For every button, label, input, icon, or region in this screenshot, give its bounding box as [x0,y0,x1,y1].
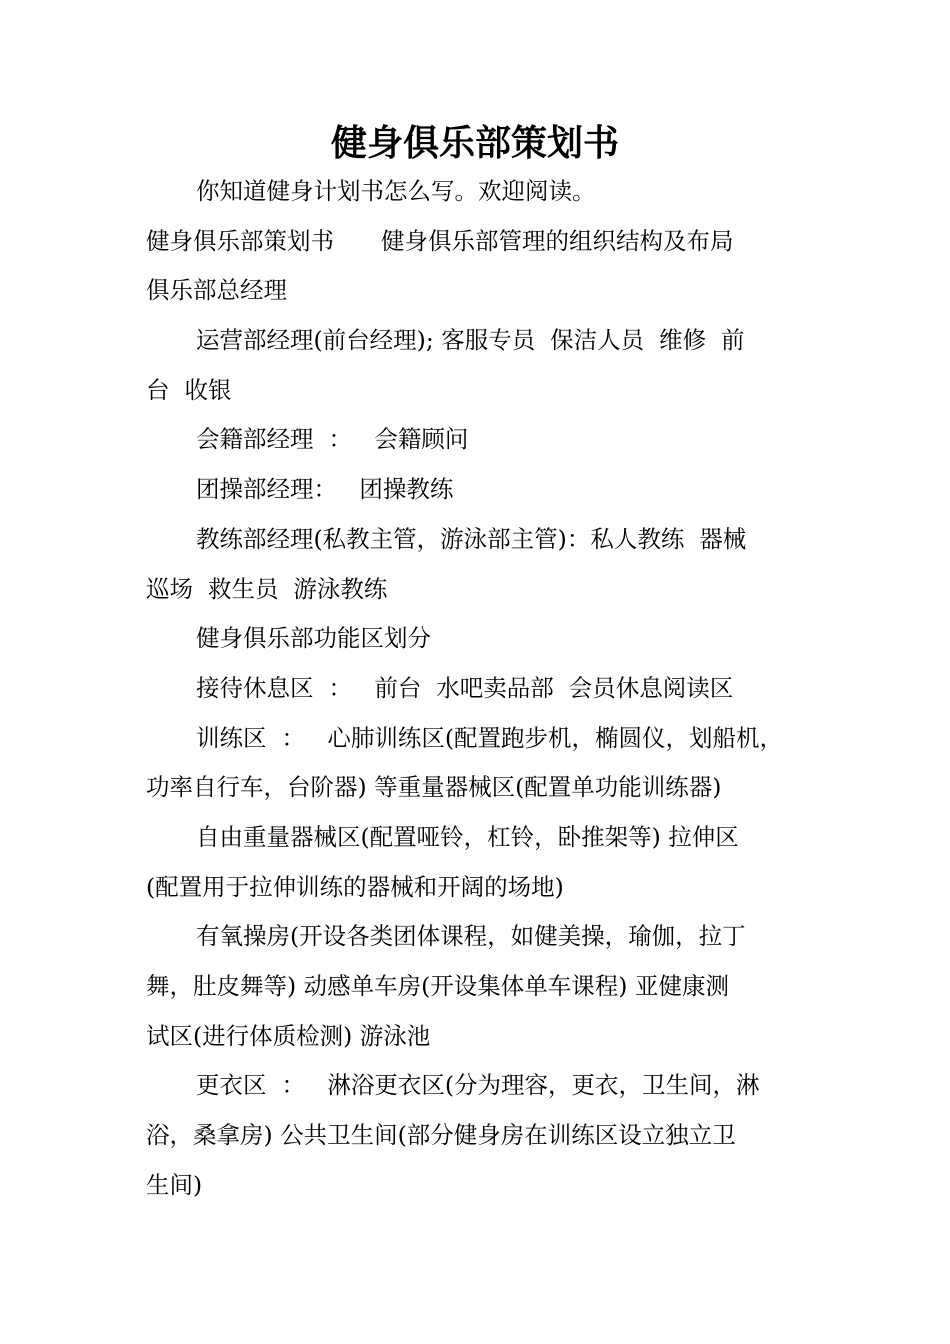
text-line: 接待休息区 ： 前台 水吧卖品部 会员休息阅读区 [196,673,734,702]
document-title: 健身俱乐部策划书 [330,122,619,164]
paragraph [146,912,806,1061]
text-line: 教练部经理(私教主管，游泳部主管)：私人教练 器械 [196,524,747,553]
paragraph [146,614,806,664]
text-line: 台 收银 [146,375,232,404]
paragraph [146,415,806,465]
text-line: 功率自行车，台阶器) 等重量器械区(配置单功能训练器) [146,773,722,802]
text-line: 会籍部经理 ： 会籍顾问 [196,425,469,454]
paragraph [146,813,806,912]
text-line: 巡场 救生员 游泳教练 [146,574,388,603]
text-line: 训练区 ： 心肺训练区(配置跑步机，椭圆仪，划船机， [196,723,784,752]
paragraph [146,664,806,714]
paragraph [146,465,806,515]
paragraph [146,714,806,813]
paragraph [146,167,806,217]
document-body [146,167,806,1210]
paragraph [146,316,806,415]
text-line: 有氧操房(开设各类团体课程，如健美操，瑜伽，拉丁 [196,922,746,951]
text-line: 更衣区 ： 淋浴更衣区(分为理容，更衣，卫生间，淋 [196,1071,760,1100]
text-line: 自由重量器械区(配置哑铃，杠铃，卧推架等) 拉伸区 [196,822,739,851]
text-line: 运营部经理(前台经理); 客服专员 保洁人员 维修 前 [196,326,745,355]
text-line: 俱乐部总经理 [146,276,287,305]
text-line: 健身俱乐部功能区划分 [196,624,431,653]
text-line: 试区(进行体质检测) 游泳池 [146,1021,431,1050]
paragraph [146,266,806,316]
text-line: 舞，肚皮舞等) 动感单车房(开设集体单车课程) 亚健康测 [146,972,729,1000]
text-line: 你知道健身计划书怎么写。欢迎阅读。 [196,177,596,205]
text-line: (配置用于拉伸训练的器械和开阔的场地) [146,872,564,901]
paragraph [146,1061,806,1210]
text-line: 浴，桑拿房) 公共卫生间(部分健身房在训练区设立独立卫 [146,1121,736,1150]
text-line: 团操部经理： 团操教练 [196,475,454,504]
paragraph [146,217,806,267]
paragraph [146,515,806,614]
text-line: 健身俱乐部策划书 健身俱乐部管理的组织结构及布局 [146,226,734,255]
text-line: 生间) [146,1170,203,1199]
